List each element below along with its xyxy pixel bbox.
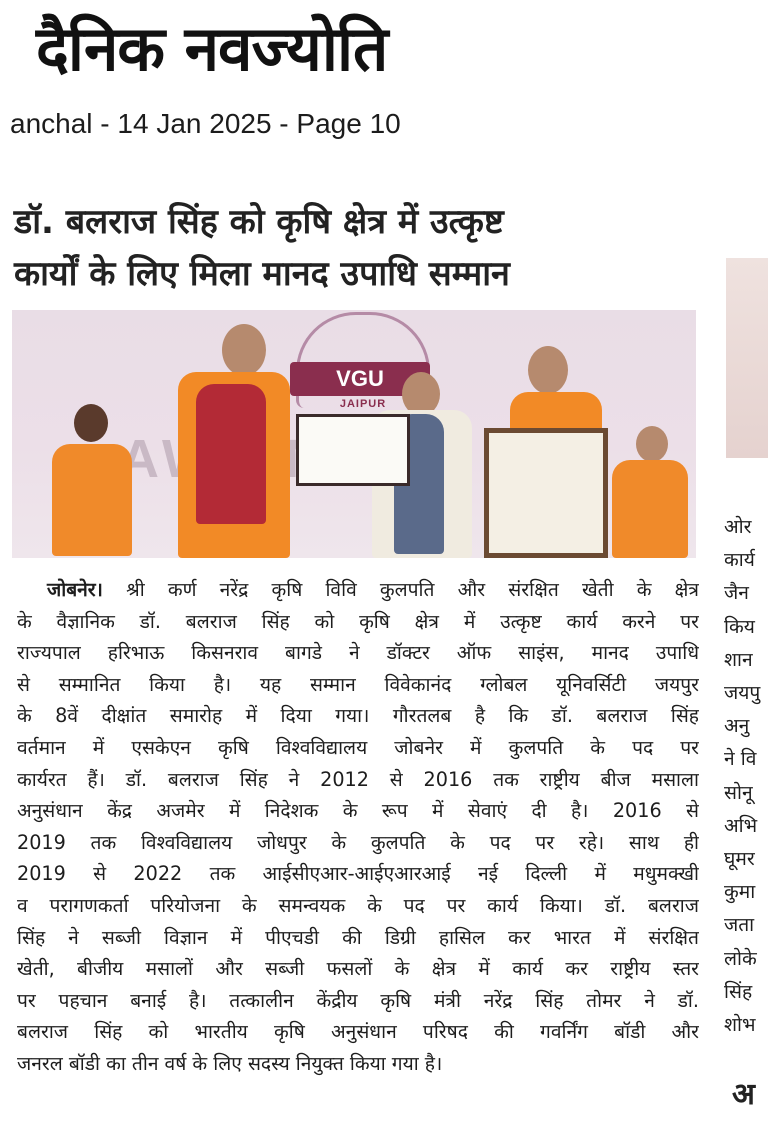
article-line: के 8वें दीक्षांत समारोह में दिया गया। गौरतलब है कि डॉ. बलराज सिंह [17, 704, 699, 728]
article-line: खेती, बीजीय मसालों और सब्जी फसलों के क्षेत्र में कार्य कर राष्ट्रीय स्तर [17, 957, 699, 981]
side-column-line: ओर [724, 515, 752, 538]
article-line: 2019 से 2022 तक आईसीएआर-आईएआरआई नई दिल्ली में मधुमक्खी [17, 862, 699, 886]
side-column-line: किय [724, 614, 755, 638]
article-line: व परागणकर्ता परियोजना के समन्वयक के पद पर कार्य किया। डॉ. बलराज [17, 893, 699, 917]
article-dateline: जोबनेर। [47, 578, 103, 601]
side-column-line: घूमर [724, 847, 755, 870]
framed-citation [484, 428, 608, 558]
degree-certificate [296, 414, 410, 486]
side-column-line: लोके [724, 946, 757, 970]
side-column-line: शान [724, 647, 753, 671]
article-line: राज्यपाल हरिभाऊ किसनराव बागडे ने डॉक्टर ऑफ साइंस, मानद उपाधि [17, 641, 699, 665]
article-line: जनरल बॉडी का तीन वर्ष के लिए सदस्य नियुक्त किया गया है। [17, 1051, 443, 1075]
side-column-line: ने वि [724, 747, 757, 771]
article-line: बलराज सिंह को भारतीय कृषि अनुसंधान परिषद की गवर्निंग बॉडी और [17, 1020, 699, 1044]
side-column-line: सिंह [724, 979, 753, 1003]
article-line: कार्यरत हैं। डॉ. बलराज सिंह ने 2012 से 2016 तक राष्ट्रीय बीज मसाला [17, 767, 699, 791]
university-logo-sub: JAIPUR [339, 398, 387, 410]
article-line: पर पहचान बनाई है। तत्कालीन केंद्रीय कृषि मंत्री नरेंद्र सिंह तोमर ने डॉ. [17, 988, 699, 1012]
article-line [17, 574, 699, 606]
article-line: अनुसंधान केंद्र अजमेर में निदेशक के रूप में सेवाएं दी है। 2016 से [17, 799, 699, 823]
university-logo-ribbon: VGU [290, 362, 430, 396]
edition-label: anchal - 14 Jan 2025 - Page 10 [10, 108, 401, 139]
article-line: से सम्मानित किया है। यह सम्मान विवेकानंद ग्लोबल यूनिवर्सिटी जयपुर [17, 672, 699, 696]
side-column-line: जता [724, 913, 755, 937]
side-column-line: कुमा [724, 880, 756, 904]
side-column-line: अनु [724, 714, 750, 738]
headline-line-2: कार्यों के लिए मिला मानद उपाधि सम्मान [14, 254, 510, 294]
article-body [17, 574, 699, 1080]
article-line: वर्तमान में एसकेएन कृषि विश्वविद्यालय जोबनेर में कुलपति के पद पर [17, 735, 699, 759]
headline-line-1: डॉ. बलराज सिंह को कृषि क्षेत्र में उत्कृष्ट [14, 202, 504, 242]
article-line-text: श्री कर्ण नरेंद्र कृषि विवि कुलपति और संरक्षित खेती के क्षेत्र [102, 578, 699, 601]
side-column-line: कार्य [724, 548, 755, 572]
side-column-photo [726, 258, 768, 458]
article-line: 2019 तक विश्वविद्यालय जोधपुर के कुलपति के पद पर रहे। साथ ही [17, 830, 699, 854]
side-column-line: शोभ [724, 1013, 756, 1036]
side-column-line: जैन [724, 581, 749, 605]
headline [14, 196, 704, 300]
side-column-line: सोनू [724, 780, 753, 804]
article-line: सिंह ने सब्जी विज्ञान में पीएचडी की डिग्री हासिल कर भारत में संरक्षित [17, 925, 699, 949]
side-column-line: अभि [724, 813, 758, 837]
side-column-heading: अ [732, 1077, 755, 1112]
masthead-title: दैनिक नवज्योति [36, 12, 388, 85]
article-line: के वैज्ञानिक डॉ. बलराज सिंह को कृषि क्षेत्र में उत्कृष्ट कार्य करने पर [17, 609, 699, 633]
side-column-line: जयपु [724, 681, 761, 704]
